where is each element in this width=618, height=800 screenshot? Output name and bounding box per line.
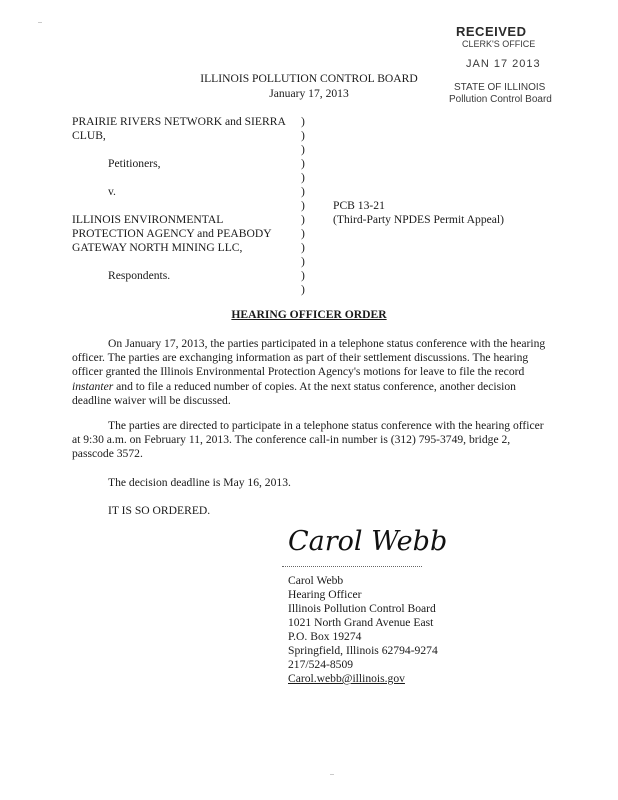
bracket: ) (301, 171, 305, 184)
paragraph-4: IT IS SO ORDERED. (108, 504, 211, 517)
paragraph-1-text-a: On January 17, 2013, the parties participated in a telephone status conference with the hearing officer. The parties are exchanging information as part of their settlement discussions. The hearing officer granted the Illinois Environmental Protection Agency's motions for leave to file the record (72, 337, 546, 379)
stamp-clerks-office: CLERK'S OFFICE (462, 39, 536, 49)
signer-title: Hearing Officer (288, 588, 362, 601)
paragraph-3: The decision deadline is May 16, 2013. (108, 476, 291, 489)
stamp-date: JAN 17 2013 (466, 58, 541, 70)
bracket: ) (301, 255, 305, 268)
bracket: ) (301, 283, 305, 296)
bracket: ) (301, 143, 305, 156)
order-title: HEARING OFFICER ORDER (231, 308, 387, 321)
phone-number: 217/524-8509 (288, 658, 354, 671)
petitioners-line-1: PRAIRIE RIVERS NETWORK and SIERRA (72, 115, 286, 128)
respondents-label: Respondents. (108, 269, 171, 282)
bracket: ) (301, 185, 305, 198)
respondents-line-2: PROTECTION AGENCY and PEABODY (72, 227, 272, 240)
signer-name: Carol Webb (288, 574, 344, 587)
paragraph-2: The parties are directed to participate in a telephone status conference with the hearing officer at 9:30 a.m. on February 11, 2013. The conference call-in number is (312) 795-3749, bridge 2, passcode 3572. (72, 419, 544, 461)
petitioners-line-2: CLUB, (72, 129, 106, 142)
paragraph-1 (72, 337, 552, 408)
bracket: ) (301, 199, 305, 212)
bracket: ) (301, 241, 305, 254)
case-type: (Third-Party NPDES Permit Appeal) (333, 213, 504, 226)
scan-mark: .. (330, 768, 334, 777)
petitioners-label: Petitioners, (108, 157, 161, 170)
signer-organization: Illinois Pollution Control Board (288, 602, 436, 615)
respondents-line-1: ILLINOIS ENVIRONMENTAL (72, 213, 224, 226)
case-number: PCB 13-21 (333, 199, 385, 212)
handwritten-signature: Carol Webb (288, 526, 448, 557)
paragraph-1-italic: instanter (72, 379, 114, 393)
scan-mark: .. (38, 16, 42, 25)
address-line-1: 1021 North Grand Avenue East (288, 616, 434, 629)
stamp-received: RECEIVED (456, 24, 527, 39)
address-line-2: P.O. Box 19274 (288, 630, 362, 643)
email-link[interactable]: Carol.webb@illinois.gov (288, 672, 405, 685)
bracket: ) (301, 129, 305, 142)
signature-line (282, 566, 422, 567)
board-header (0, 72, 618, 85)
bracket: ) (301, 213, 305, 226)
bracket: ) (301, 227, 305, 240)
order-date-header (0, 87, 618, 100)
stamp-board: Pollution Control Board (449, 94, 552, 105)
respondents-line-3: GATEWAY NORTH MINING LLC, (72, 241, 243, 254)
paragraph-1-text-b: and to file a reduced number of copies. At the next status conference, another decision deadline waiver will be discussed. (72, 379, 516, 407)
versus-label: v. (108, 185, 116, 198)
bracket: ) (301, 115, 305, 128)
address-line-3: Springfield, Illinois 62794-9274 (288, 644, 438, 657)
board-name: ILLINOIS POLLUTION CONTROL BOARD (200, 72, 418, 85)
bracket: ) (301, 157, 305, 170)
stamp-state: STATE OF ILLINOIS (454, 82, 546, 93)
order-date: January 17, 2013 (269, 87, 349, 100)
bracket: ) (301, 269, 305, 282)
